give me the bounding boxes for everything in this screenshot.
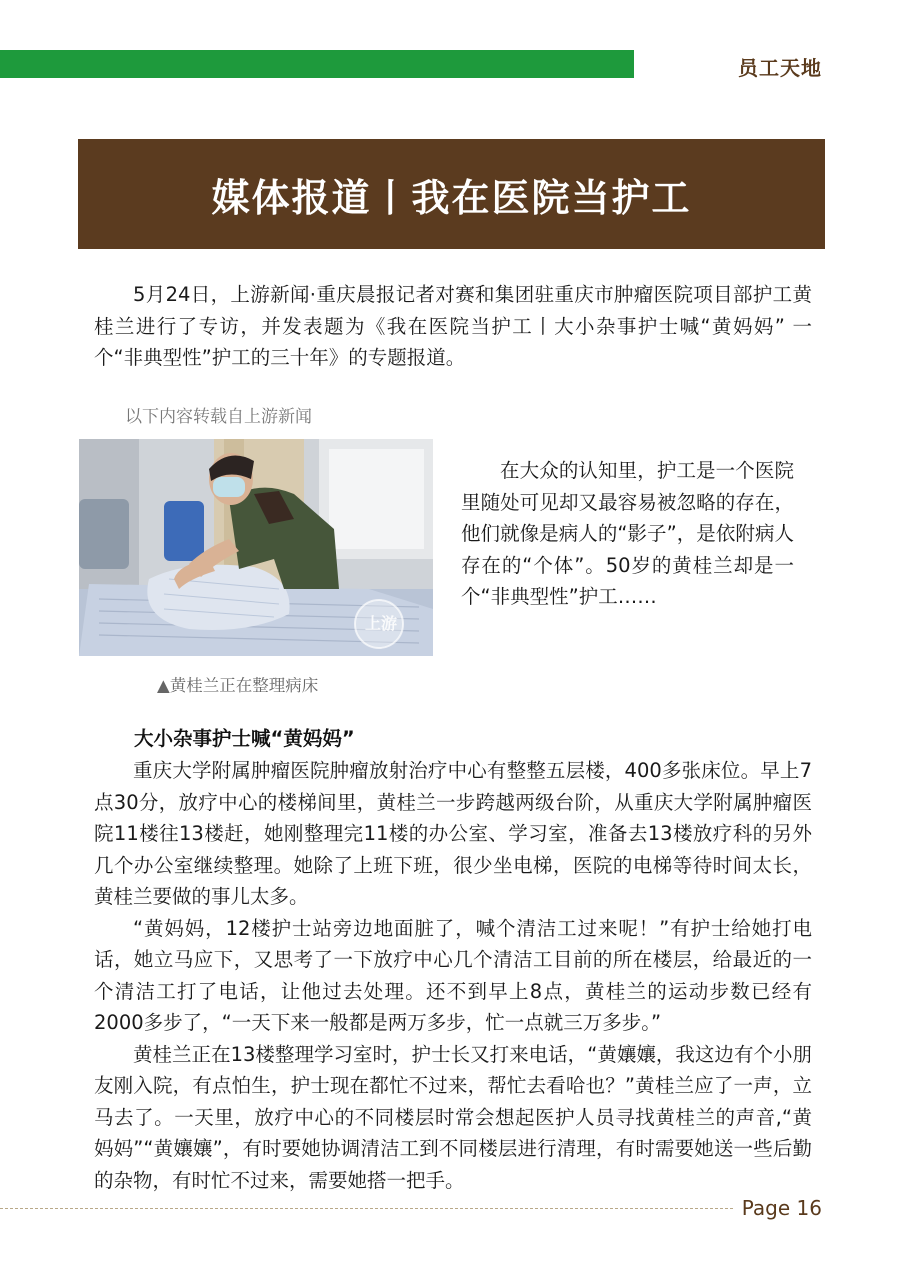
intro-paragraph: 5月24日，上游新闻·重庆晨报记者对赛和集团驻重庆市肿瘤医院项目部护工黄桂兰进行了专访，并发表题为《我在医院当护工丨大小杂事护士喊“黄妈妈” 一个“非典型性”护工的三十年》的专题报道。 — [94, 283, 812, 369]
side-paragraph: 在大众的认知里，护工是一个医院里随处可见却又最容易被忽略的存在，他们就像是病人的“影子”，是依附病人存在的“个体”。50岁的黄桂兰却是一个“非典型性”护工…… — [461, 459, 794, 608]
article-body — [94, 755, 812, 1196]
page-number: Page 16 — [741, 1196, 822, 1220]
photo-watermark: 上游 — [365, 614, 398, 633]
body-paragraph: “黄妈妈，12楼护士站旁边地面脏了，喊个清洁工过来呢！”有护士给她打电话，她立马应下，又思考了一下放疗中心几个清洁工目前的所在楼层，给最近的一个清洁工打了电话，让他过去处理。还不到早上8点，黄桂兰的运动步数已经有2000多步了，“一天下来一般都是两万多步，忙一点就三万多步。” — [94, 916, 812, 1034]
header-accent-bar — [0, 50, 634, 78]
article-photo — [79, 439, 433, 656]
body-paragraph: 黄桂兰正在13楼整理学习室时，护士长又打来电话，“黄孃孃，我这边有个小朋友刚入院，有点怕生，护士现在都忙不过来，帮忙去看哈也？”黄桂兰应了一声，立马去了。一天里，放疗中心的不同楼层时常会想起医护人员寻找黄桂兰的声音,“黄妈妈”“黄孃孃”，有时要她协调清洁工到不同楼层进行清理，有时需要她送一些后勤的杂物，有时忙不过来，需要她搭一把手。 — [94, 1042, 812, 1192]
repost-note: 以下内容转载自上游新闻 — [125, 407, 312, 427]
footer-divider — [0, 1208, 733, 1209]
section-label: 员工天地 — [738, 56, 822, 80]
title-banner — [78, 139, 825, 249]
photo-caption: ▲黄桂兰正在整理病床 — [157, 676, 319, 695]
article-title: 媒体报道丨我在医院当护工 — [211, 175, 692, 220]
section-subheading: 大小杂事护士喊“黄妈妈” — [134, 727, 355, 750]
body-paragraph: 重庆大学附属肿瘤医院肿瘤放射治疗中心有整整五层楼，400多张床位。早上7点30分，放疗中心的楼梯间里，黄桂兰一步跨越两级台阶，从重庆大学附属肿瘤医院11楼往13楼赶，她刚整理完11楼的办公室、学习室，准备去13楼放疗科的另外几个办公室继续整理。她除了上班下班，很少坐电梯，医院的电梯等待时间太长，黄桂兰要做的事儿太多。 — [94, 759, 812, 908]
